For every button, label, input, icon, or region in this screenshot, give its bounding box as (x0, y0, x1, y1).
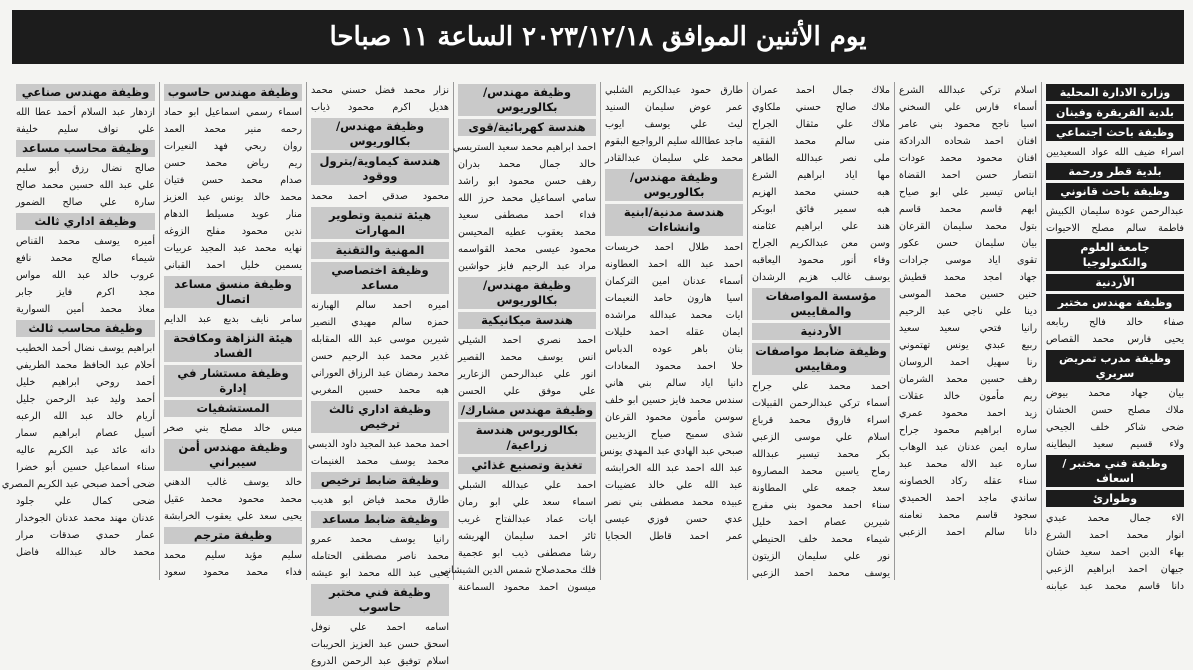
section-block (311, 262, 449, 399)
candidate-name: علي عبد الله حسين محمد صالح (16, 180, 155, 191)
candidate-name: أميره يوسف محمد القناص (16, 236, 155, 247)
candidate-name: فداء محمد محمود سعود (164, 567, 302, 578)
candidate-name: فداء احمد مصطفى سعيد (458, 210, 596, 221)
candidate-name: تقوى اياد موسى جرادات (899, 255, 1037, 266)
candidate-name: روان ربحي فهد النعيرات (164, 141, 302, 152)
section-heading: مؤسسة المواصفات والمقاييس (752, 288, 890, 320)
section-block (311, 82, 449, 116)
section-heading: وظيفة مهندس/بكالوريوس (605, 169, 743, 201)
candidate-name: جيهان احمد ابراهيم الزعبي (1046, 564, 1184, 575)
section-block (605, 169, 743, 201)
section-heading: وظيفة مهندس/بكالوريوس (458, 277, 596, 309)
section-heading: وظيفة اداري ثالث ترخيص (311, 401, 449, 433)
candidate-name: محمد علي سليمان عبدالقادر (605, 153, 743, 164)
candidate-name: سارة علي صالح الضمور (16, 197, 155, 208)
candidate-name: صبحي عبد الهادي عبد المهدي يونس (599, 446, 743, 457)
candidate-name: دينا علي ناجي عبد الرحيم (899, 306, 1037, 317)
candidate-name: اسراء ضيف الله عواد السعيديين (1046, 147, 1184, 158)
candidate-name: وسن معن عبدالكريم الجراح (752, 238, 890, 249)
candidate-name: رحمه منير محمد العمد (164, 124, 302, 135)
section-heading: وظيفة مهندس/بكالوريوس (458, 84, 596, 116)
candidate-name: يسمين خليل احمد القباني (164, 260, 302, 271)
section-heading: هندسة مدنية/ابنية وانشاءات (605, 204, 743, 236)
candidate-name: ايات محمد عبدالله مراشده (605, 310, 743, 321)
column-6 (306, 82, 453, 667)
candidate-name: انور علي عبدالرحمن الزعارير (458, 369, 596, 380)
section-heading: وظيفة اداري ثالث (16, 213, 155, 230)
candidate-name: دانا سالم احمد الزعبي (899, 527, 1037, 538)
section-heading: وظيفة مهندس أمن سيبراني (164, 439, 302, 471)
section-block (752, 82, 890, 286)
section-block (752, 288, 890, 320)
candidate-name: يحيى عبد الله محمد ابو عيشه (311, 568, 449, 579)
candidate-name: أسيل عصام ابراهيم سمار (16, 428, 155, 439)
section-block (311, 511, 449, 582)
candidate-name: نور علي سليمان الزيتون (752, 551, 890, 562)
candidate-name: خالد يوسف غالب الدهني (164, 477, 302, 488)
candidate-name: سناء احمد محمود بني مفرج (752, 500, 890, 511)
candidate-name: احمد عبد الله احمد العطاونه (605, 259, 743, 270)
candidate-name: سعد جمعه علي المطاونة (752, 483, 890, 494)
candidate-name: عبدالرحمن عودة سليمان الكبيش (1046, 206, 1184, 217)
section-block (164, 84, 302, 274)
section-block (599, 204, 743, 545)
candidate-name: صدام محمد حسن فتيان (164, 175, 302, 186)
candidate-name: مها اياد ابراهيم الشرع (752, 170, 890, 181)
candidate-name: يوسف غالب هزيم الرشدان (752, 272, 890, 283)
candidate-name: حنين حسين محمد الموسى (899, 289, 1037, 300)
section-heading: وظيفة مهندس/بكالوريوس (311, 118, 449, 150)
section-heading: هيئة النزاهة ومكافحة الفساد (164, 330, 302, 362)
candidate-name: أسماء تركي عبدالرحمن القبيلات (752, 398, 890, 409)
section-heading: هيئة تنمية وتطوير المهارات (311, 207, 449, 239)
candidate-name: رنا سهيل احمد الروسان (899, 357, 1037, 368)
section-heading: وظيفة ضابط ترخيص (311, 472, 449, 489)
candidate-name: اسماء رسمي اسماعيل ابو حماد (164, 107, 302, 118)
candidate-name: محمد يعقوب عطيه المحيسن (458, 227, 596, 238)
candidate-name: بيان جهاد محمد بيوض (1046, 388, 1184, 399)
candidate-name: ضحى كمال علي جلود (16, 496, 155, 507)
section-heading: وظيفة باحث اجتماعي (1046, 124, 1184, 141)
candidate-name: نزار محمد فضل حسني محمد (311, 85, 449, 96)
column-1 (1041, 82, 1188, 592)
candidate-name: ابراهيم يوسف نضال أحمد الخطيب (16, 343, 155, 354)
candidate-name: فلك محمدصلاح شمس الدين الشيشاني (440, 565, 596, 576)
candidate-name: بيان سليمان حسن عكور (899, 238, 1037, 249)
candidate-name: ايهم قاسم محمد قاسم (899, 204, 1037, 215)
candidate-name: بكر محمد تيسير عبدالله (752, 449, 890, 460)
candidate-name: هبه محمد حسين المغربي (311, 385, 449, 396)
candidate-name: ساره ايمن عدنان عبد الوهاب (899, 442, 1037, 453)
candidate-name: ملاك جمال احمد عمران (752, 85, 890, 96)
candidate-name: رماح ياسين محمد المصاروة (752, 466, 890, 477)
section-block (311, 153, 449, 205)
candidate-name: ازدهار عبد السلام أحمد عطا الله (16, 107, 155, 118)
section-heading: وظيفة باحث قانوني (1046, 183, 1184, 200)
candidate-name: طارق حمود عبدالكريم الشلبي (605, 85, 743, 96)
banner-title: يوم الأثنين الموافق ٢٠٢٣/١٢/١٨ الساعة ١١ صباحا (329, 22, 867, 52)
section-heading: تغذية وتصنيع غذائي (458, 457, 596, 474)
candidate-name: ميسون احمد محمود السماعنة (458, 582, 596, 593)
candidate-name: سندس محمد فايز حسين ابو خلف (605, 395, 743, 406)
section-block (1046, 455, 1184, 487)
candidate-name: منى سالم محمد الفقيه (752, 136, 890, 147)
candidate-name: طارق محمد فياض ابو هديب (311, 495, 449, 506)
section-block (1046, 350, 1184, 453)
candidate-name: محمود عيسى محمد القواسمه (458, 244, 596, 255)
candidate-name: شيرين موسى عبد الله المقابله (311, 334, 449, 345)
candidate-name: انس يوسف محمد القصير (458, 352, 596, 363)
candidate-name: رانيا يوسف محمد عمرو (311, 534, 449, 545)
section-heading: بلدية القريقرة وفينان (1046, 104, 1184, 121)
column-8 (1, 82, 159, 580)
candidate-name: احمد ابراهيم محمد سعيد الستريسي (452, 142, 596, 153)
candidate-name: جهاد امجد محمد قطيش (899, 272, 1037, 283)
candidate-name: فاطمة سالم مصلح الاحيوات (1046, 223, 1184, 234)
section-block (311, 207, 449, 239)
candidate-name: ساندي ماجد احمد الحميدي (899, 493, 1037, 504)
candidate-name: محمود صدقي احمد محمد (311, 191, 449, 202)
section-heading: وظيفة مهندس مختبر (1046, 294, 1184, 311)
candidate-name: عمر عوض سليمان السنيد (605, 102, 743, 113)
section-block (164, 276, 302, 328)
candidate-name: غدير محمد عبد الرحيم حسن (311, 351, 449, 362)
section-heading: وظيفة ضابط مواصفات ومقاييس (752, 343, 890, 375)
candidate-name: سناء عقله ركاد الخصاونه (899, 476, 1037, 487)
candidate-name: رانيا فتحي سعيد سعيد (899, 323, 1037, 334)
candidate-name: انتصار حسن احمد القضاة (899, 170, 1037, 181)
candidate-name: شيرين عصام احمد خليل (752, 517, 890, 528)
section-heading: وظيفة مستشار في إدارة (164, 365, 302, 397)
section-heading: بلدية قطر ورحمة (1046, 163, 1184, 180)
candidate-name: أحمد روحي ابراهيم خليل (16, 377, 155, 388)
candidate-name: منار عويد مسيلط الدهام (164, 209, 302, 220)
candidate-name: صفاء خالد فالح ربابعه (1046, 317, 1184, 328)
candidate-name: عدي حسن فوزي عيسى (605, 514, 743, 525)
section-block (440, 457, 596, 596)
candidate-name: حمزه سالم مهيدي النصير (311, 317, 449, 328)
candidate-name: ساره عبد الاله محمد عبد (899, 459, 1037, 470)
section-heading: وطوارئ (1046, 490, 1184, 507)
section-heading: الأردنية (752, 323, 890, 340)
section-block (1046, 163, 1184, 180)
candidate-name: سوسن مأمون محمود القرعان (605, 412, 743, 423)
section-block (164, 365, 302, 397)
candidate-name: شذى سميح صياح الزيديين (605, 429, 743, 440)
candidate-name: احمد نصري احمد الشيلي (458, 335, 596, 346)
section-block (1046, 183, 1184, 237)
candidate-name: خالد جمال محمد بدران (458, 159, 596, 170)
candidate-name: ساره ابراهيم محمود جراح (899, 425, 1037, 436)
candidate-name: بنان باهر عوده الدباس (605, 344, 743, 355)
candidate-name: ايات عماد عبدالفتاح غريب (458, 514, 596, 525)
candidate-name: صالح نضال رزق أبو سليم (16, 163, 155, 174)
candidate-name: انوار محمد احمد الشرع (1046, 530, 1184, 541)
section-heading: المهنية والتقنية (311, 242, 449, 259)
candidate-name: أسماء عدنان امين التركمان (605, 276, 743, 287)
candidate-name: اسراء فاروق محمد قرباع (752, 415, 890, 426)
section-block (452, 119, 596, 275)
section-block (164, 330, 302, 362)
candidate-name: شيماء محمد خلف الحنيطي (752, 534, 890, 545)
candidate-name: يحيى فارس محمد القصاص (1046, 334, 1184, 345)
candidate-name: اسيا ناجح محمود بني عامر (899, 119, 1037, 130)
section-block (1046, 239, 1184, 271)
candidate-name: هند علي ابراهيم عثامنه (752, 221, 890, 232)
candidate-name: سامي اسماعيل محمد حرز الله (458, 193, 596, 204)
candidate-name: هديل اكرم محمود ذياب (311, 102, 449, 113)
candidate-name: رشا مصطفى ذيب ابو عجمية (458, 548, 596, 559)
candidate-name: عبد الله علي خالد عضيبات (605, 480, 743, 491)
candidate-name: عروب خالد عبد الله مواس (16, 270, 155, 281)
column-4 (600, 82, 747, 580)
candidate-name: شيماء صالح محمد نافع (16, 253, 155, 264)
section-block (1046, 294, 1184, 348)
section-block (311, 472, 449, 509)
candidate-name: رهف حسن محمود ابو راشد (458, 176, 596, 187)
candidate-name: احمد محمد عبد المجيد داود الديسي (308, 439, 449, 450)
candidate-name: دانيا اياد سالم بني هاني (605, 378, 743, 389)
candidate-name: ملاك صالح حسني ملكاوي (752, 102, 890, 113)
candidate-name: محمد خالد يونس عبد العزيز (164, 192, 302, 203)
section-heading: هندسة ميكانيكية (458, 312, 596, 329)
candidate-name: افنان محمود محمد عودات (899, 153, 1037, 164)
section-block (458, 277, 596, 309)
section-block (605, 82, 743, 167)
candidate-name: نهايه محمد عبد المجيد عربيات (164, 243, 302, 254)
section-block (458, 422, 596, 454)
section-heading: وظيفة مهندس مشارك/ (458, 402, 596, 419)
section-block (458, 402, 596, 419)
candidate-name: اسيا هارون حامد النعيمات (605, 293, 743, 304)
candidate-name: اسحق حسن عبد العزيز الحريبات (311, 639, 449, 650)
section-block (1046, 104, 1184, 121)
candidate-name: هبه حسني محمد الهزيم (752, 187, 890, 198)
candidate-name: محمد ناصر مصطفى الحتامله (311, 551, 449, 562)
candidate-name: دانا قاسم محمد عبد عبابنه (1046, 581, 1184, 592)
section-block (164, 527, 302, 581)
section-block (458, 312, 596, 400)
candidate-name: سامر نايف بديع عبد الدايم (164, 314, 302, 325)
candidate-name: ريم مأمون خالد عقلات (899, 391, 1037, 402)
candidate-name: محمد محمود محمد عقيل (164, 494, 302, 505)
candidate-name: أريام خالد عبد الله الرعبه (16, 411, 155, 422)
section-heading: وظيفة مترجم (164, 527, 302, 544)
section-block (1046, 274, 1184, 291)
candidate-name: عدنان مهند محمد عدنان الجوخدار (16, 513, 155, 524)
candidate-name: ملى نصر عبدالله الطاهر (752, 153, 890, 164)
section-block (1046, 84, 1184, 101)
candidate-name: محمد رمضان عبد الرزاق العوراني (311, 368, 449, 379)
section-heading: الأردنية (1046, 274, 1184, 291)
section-block (752, 343, 890, 582)
section-block (16, 84, 155, 138)
section-heading: وظيفة ضابط مساعد (311, 511, 449, 528)
section-heading: وزارة الادارة المحلية (1046, 84, 1184, 101)
candidate-name: ضحى أحمد صبحي عبد الكريم المصري (1, 479, 155, 490)
section-heading: المستشفيات (164, 400, 302, 417)
candidate-name: حلا احمد محمود المعادات (605, 361, 743, 372)
candidate-name: أحمد وليد عبد الرحمن جليل (16, 394, 155, 405)
candidate-name: يوسف محمد احمد الزعبي (752, 568, 890, 579)
column-7 (159, 82, 306, 580)
section-heading: وظيفة منسق مساعد اتصال (164, 276, 302, 308)
candidate-name: ريم رياض محمد حسن (164, 158, 302, 169)
section-heading: جامعة العلوم والتكنولوجيا (1046, 239, 1184, 271)
candidate-name: اسلام تركي عبدالله الشرع (899, 85, 1037, 96)
section-block (311, 118, 449, 150)
candidate-name: ايناس تيسير علي ابو صياح (899, 187, 1037, 198)
candidate-name: سجود قاسم محمد نعامنه (899, 510, 1037, 521)
candidate-name: عبد الله احمد عبد الله الخرابشه (605, 463, 743, 474)
candidate-name: اسماء سعد علي ابو رمان (458, 497, 596, 508)
section-heading: هندسة كهربائية/قوى (458, 119, 596, 136)
section-block (164, 400, 302, 437)
section-block (1, 320, 155, 561)
candidate-name: سليم مؤيد سليم محمد (164, 550, 302, 561)
candidate-name: ربيع عبدي يونس تهتموني (899, 340, 1037, 351)
section-heading: هندسة كيماوية/بترول ووقود (311, 153, 449, 185)
candidate-name: ميس خالد مصلح بني صخر (164, 423, 302, 434)
candidate-name: محمد خالد عبدالله فاضل (16, 547, 155, 558)
candidate-name: عمر احمد قاطل الحجايا (605, 531, 743, 542)
candidate-name: سناء اسماعيل حسين أبو خضرا (16, 462, 155, 473)
candidate-name: بتول محمد سليمان القرعان (899, 221, 1037, 232)
section-block (16, 213, 155, 318)
candidate-name: ندين محمود مفلح الزوغه (164, 226, 302, 237)
candidate-name: مجد اكرم فايز جابر (16, 287, 155, 298)
section-block (311, 584, 449, 670)
candidate-name: عبيده محمد مصطفى بني نصر (605, 497, 743, 508)
section-block (752, 323, 890, 340)
candidate-name: أسماء فارس علي السخني (899, 102, 1037, 113)
column-2 (894, 82, 1041, 580)
candidate-name: احمد علي عبدالله الشبلي (458, 480, 596, 491)
candidate-name: اميره احمد سالم الهبارنه (311, 300, 449, 311)
candidate-name: الاء جمال محمد عبدي (1046, 513, 1184, 524)
candidate-name: يحيى سعد علي يعقوب الخرابشة (164, 511, 302, 522)
candidate-name: اسلام علي موسى الزعبي (752, 432, 890, 443)
candidate-name: ماجد عطاالله سليم الرواجيع البقوم (604, 136, 743, 147)
candidate-name: زيد احمد محمود عمري (899, 408, 1037, 419)
section-heading: وظيفة مهندس حاسوب (164, 84, 302, 101)
candidate-name: عمار حمدي صدقات مرار (16, 530, 155, 541)
section-block (1046, 490, 1184, 595)
candidate-name: دانه عائد عبد الكريم عاليه (16, 445, 155, 456)
candidate-name: ثائر احمد سليمان الهريشه (458, 531, 596, 542)
candidate-name: ليث علي يوسف ايوب (605, 119, 743, 130)
candidate-name: وفاء أنور محمود اليعاقبه (752, 255, 890, 266)
candidate-name: ايمان عقله احمد خليلات (605, 327, 743, 338)
section-block (16, 140, 155, 211)
section-block (164, 439, 302, 525)
candidate-name: أحلام عبد الحافظ محمد الطريفي (16, 360, 155, 371)
candidate-name: مراد عبد الرحيم فايز حواشين (458, 261, 596, 272)
section-block (1046, 124, 1184, 161)
section-block (308, 401, 449, 470)
section-block (458, 84, 596, 116)
candidate-name: محمد يوسف محمد الغنيمات (311, 456, 449, 467)
candidate-name: معاذ محمد أمين السوارية (16, 304, 155, 315)
candidate-name: ملاك علي مثقال الجراح (752, 119, 890, 130)
section-heading: وظيفة محاسب ثالث (16, 320, 155, 337)
candidate-name: ولاء قسيم سعيد البطاينه (1046, 439, 1184, 450)
column-5 (440, 82, 600, 593)
candidate-name: ضحى شاكر خلف الجيحي (1046, 422, 1184, 433)
section-heading: وظيفة مدرب تمريض سريري (1046, 350, 1184, 382)
section-heading: وظيفة فني مختبر / اسعاف (1046, 455, 1184, 487)
section-heading: وظيفة مهندس صناعي (16, 84, 155, 101)
section-heading: وظيفة فني مختبر حاسوب (311, 584, 449, 616)
candidate-name: علي موفق علي الحسن (458, 386, 596, 397)
candidate-name: بهاء الدين احمد سعيد خشان (1046, 547, 1184, 558)
candidate-name: علي نواف سليم خليفة (16, 124, 155, 135)
candidate-name: هبه سمير فائق ابوبكر (752, 204, 890, 215)
section-heading: وظيفة اختصاصي مساعد (311, 262, 449, 294)
candidate-name: رهف حسين محمد الشرمان (899, 374, 1037, 385)
section-block (899, 82, 1037, 541)
section-heading: وظيفة محاسب مساعد (16, 140, 155, 157)
section-block (311, 242, 449, 259)
candidate-name: احمد محمد علي جراح (752, 381, 890, 392)
candidate-name: ملاك مصلح حسن الخشان (1046, 405, 1184, 416)
column-3 (747, 82, 894, 580)
date-banner (12, 10, 1184, 64)
columns-container (1, 82, 1188, 667)
candidate-name: اسلام توفيق عبد الرحمن الدروع (311, 656, 449, 667)
section-heading: بكالوريوس هندسة زراعية/ (458, 422, 596, 454)
candidate-name: افنان احمد شحاده الدرادكة (899, 136, 1037, 147)
candidate-name: احمد طلال احمد خريسات (605, 242, 743, 253)
candidate-name: اسامه احمد علي نوفل (311, 622, 449, 633)
